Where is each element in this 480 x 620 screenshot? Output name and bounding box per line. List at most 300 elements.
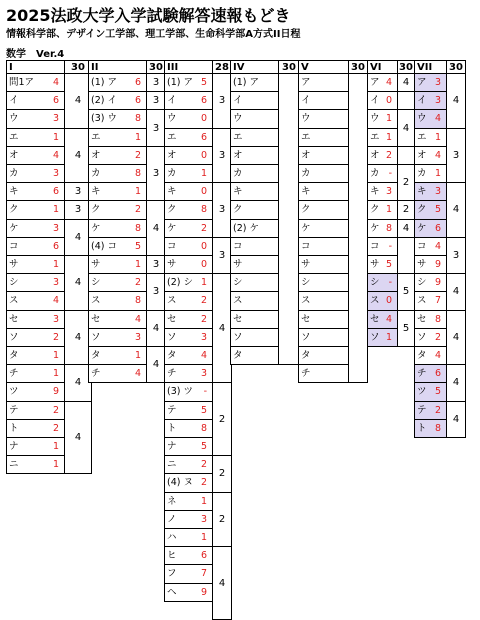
section-total: 30 [348,60,368,74]
answer-row [367,310,398,329]
question-label: シ [370,277,380,289]
question-label: セ [417,313,427,325]
answer-value: 3 [200,368,207,380]
answer-row [414,346,447,365]
section-total: 30 [278,60,300,74]
answer-row [298,328,349,347]
points-cell: 4 [146,346,166,383]
answer-value: 1 [52,350,59,361]
question-label: ケ [167,222,177,234]
question-label: セ [9,313,19,325]
question-label: サ [91,259,101,270]
answer-row [230,128,279,147]
answer-value: 5 [200,77,207,88]
question-label: (1) ア [91,77,117,88]
answer-row [6,455,65,474]
answer-value: 1 [52,259,59,270]
points-cell: 3 [446,237,466,274]
answer-value: 6 [52,240,59,252]
answer-value: 0 [385,295,392,307]
answer-value: 3 [52,168,59,179]
answer-row [414,128,447,147]
answer-row [414,219,447,238]
answer-row [6,73,65,92]
version-label: 数学 Ver.4 [6,49,65,60]
answer-row [6,364,65,383]
answer-row [367,128,398,147]
answer-value: 1 [134,350,141,361]
answer-value: - [388,240,392,252]
question-label: ス [301,295,311,307]
question-label: ア [301,77,311,88]
answer-row [164,310,213,329]
answer-row [88,310,147,329]
question-label: オ [167,149,177,161]
answer-row [88,164,147,183]
question-label: タ [167,350,177,361]
answer-value: 7 [434,295,441,307]
points-cell: 4 [64,364,92,401]
answer-row [6,164,65,183]
answer-row [164,146,213,165]
question-label: シ [417,277,427,289]
answer-value: 2 [200,295,207,307]
answer-row [230,146,279,165]
answer-row [230,164,279,183]
answer-value: 8 [134,168,141,179]
answer-row [6,291,65,310]
section-header: V [298,60,349,74]
question-label: キ [9,186,19,198]
answer-value: 8 [134,222,141,234]
question-label: シ [233,277,243,289]
question-label: ト [9,422,19,434]
question-label: セ [233,313,243,325]
question-label: ヘ [167,586,177,598]
question-label: (1) ア [233,77,259,88]
answer-row [88,273,147,292]
question-label: カ [370,168,380,179]
answer-row [414,419,447,438]
question-label: ツ [417,386,427,398]
answer-row [6,255,65,274]
answer-row [298,346,349,365]
question-label: 問1ア [9,77,35,88]
answer-value: 4 [200,350,207,361]
answer-row [6,128,65,147]
answer-value: 8 [200,422,207,434]
answer-value: 6 [52,186,59,198]
answer-value: 9 [434,277,441,289]
answer-value: - [203,386,207,398]
question-label: ス [233,295,243,307]
question-label: ソ [301,331,311,343]
answer-row [88,182,147,201]
question-label: タ [233,350,243,361]
question-label: ト [417,422,427,434]
answer-row [88,73,147,92]
question-label: キ [417,186,427,198]
question-label: エ [233,131,243,143]
answer-value: 4 [434,113,441,125]
question-label: ヒ [167,550,177,562]
answer-value: 1 [200,277,207,289]
question-label: フ [167,568,177,580]
answer-row [164,473,213,492]
points-cell: 3 [146,109,166,146]
points-cell: 4 [64,310,92,366]
answer-value: 4 [434,149,441,161]
question-label: オ [370,149,380,161]
points-cell: 4 [446,73,466,129]
answer-row [298,182,349,201]
question-label: カ [233,168,243,179]
question-label: サ [233,259,243,270]
question-label: (3) ツ [167,386,193,398]
answer-row [230,109,279,128]
question-label: カ [301,168,311,179]
answer-row [414,328,447,347]
question-label: コ [9,240,19,252]
answer-value: 1 [52,459,59,471]
points-cell: 3 [146,273,166,310]
question-label: サ [417,259,427,270]
answer-value: 2 [434,404,441,416]
answer-value: 8 [434,422,441,434]
answer-row [164,437,213,456]
points-cell: 2 [212,382,232,456]
points-cell: 4 [446,182,466,238]
answer-row [367,291,398,310]
question-label: ソ [370,331,380,343]
question-label: エ [9,131,19,143]
answer-row [367,255,398,274]
points-cell: 3 [212,237,232,274]
points-cell: 4 [64,73,92,129]
answer-row [298,109,349,128]
answer-row [414,237,447,256]
question-label: サ [9,259,19,270]
answer-row [298,237,349,256]
page-subtitle: 情報科学部、デザイン工学部、理工学部、生命科学部A方式II日程 [6,29,301,40]
answer-row [164,200,213,219]
question-label: キ [370,186,380,198]
section-total: 30 [64,60,92,74]
answer-row [164,255,213,274]
answer-row [88,291,147,310]
points-cell: 5 [397,273,415,310]
answer-value: 2 [200,459,207,471]
question-label: タ [417,350,427,361]
answer-row [88,328,147,347]
points-cell: 3 [64,200,92,219]
answer-row [6,310,65,329]
section-header: IV [230,60,279,74]
question-label: ケ [9,222,19,234]
answer-row [414,182,447,201]
points-cell: 4 [64,255,92,311]
section-header: VI [367,60,398,74]
answer-value: 3 [434,95,441,107]
question-label: チ [301,368,311,380]
question-label: セ [91,313,101,325]
points-cell: 3 [146,255,166,274]
answer-value: 2 [134,149,141,161]
question-label: チ [417,368,427,380]
question-label: ソ [417,331,427,343]
question-label: オ [233,149,243,161]
answer-row [230,346,279,365]
answer-row [367,182,398,201]
answer-value: 9 [52,386,59,398]
answer-value: 6 [434,222,441,234]
section-total: 30 [146,60,166,74]
answer-value: 1 [434,131,441,143]
question-label: (1) ア [167,77,193,88]
question-label: エ [167,131,177,143]
answer-value: 5 [385,259,392,270]
question-label: コ [167,240,177,252]
answer-value: 3 [52,222,59,234]
answer-value: 6 [434,368,441,380]
answer-row [164,73,213,92]
question-label: シ [91,277,101,289]
answer-row [6,328,65,347]
answer-row [414,200,447,219]
section-header: VII [414,60,447,74]
answer-row [6,109,65,128]
answer-row [230,291,279,310]
question-label: (3) ウ [91,113,117,125]
answer-value: 0 [385,95,392,107]
answer-value: 8 [134,113,141,125]
answer-value: 2 [52,331,59,343]
question-label: ト [167,422,177,434]
answer-value: 0 [200,240,207,252]
points-cell: 2 [212,492,232,548]
answer-row [164,182,213,201]
answer-row [164,455,213,474]
answer-row [6,219,65,238]
question-label: イ [301,95,311,107]
points-cell: 4 [397,219,415,238]
section-header: II [88,60,147,74]
points-cell [397,237,415,274]
points-cell: 4 [212,546,232,620]
answer-value: 8 [200,204,207,216]
question-label: ウ [9,113,19,125]
answer-row [6,146,65,165]
answer-row [164,510,213,529]
answer-value: 1 [385,204,392,216]
answer-row [164,546,213,565]
answer-row [164,419,213,438]
answer-row [367,273,398,292]
question-label: サ [370,259,380,270]
answer-row [298,310,349,329]
answer-row [164,564,213,583]
answer-value: 3 [52,113,59,125]
answer-row [88,91,147,110]
answer-row [367,200,398,219]
question-label: ク [9,204,19,216]
answer-row [414,310,447,329]
answer-row [164,492,213,511]
question-label: ツ [9,386,19,398]
answer-value: 3 [200,331,207,343]
answer-row [164,583,213,602]
question-label: タ [91,350,101,361]
points-cell: 4 [146,200,166,256]
question-label: イ [417,95,427,107]
question-label: ソ [167,331,177,343]
answer-row [414,273,447,292]
answer-row [6,237,65,256]
question-label: イ [9,95,19,107]
question-label: ハ [167,532,177,543]
question-label: ク [417,204,427,216]
answer-value: 1 [200,495,207,507]
points-cell: 2 [397,164,415,201]
question-label: エ [301,131,311,143]
answer-value: 6 [200,95,207,107]
points-cell [397,91,415,110]
answer-row [164,364,213,383]
answer-row [230,200,279,219]
answer-value: 3 [434,77,441,88]
answer-row [230,73,279,92]
answer-row [230,182,279,201]
answer-row [414,401,447,420]
answer-value: 4 [385,77,392,88]
answer-row [164,328,213,347]
answer-value: - [388,277,392,289]
answer-value: 4 [52,149,59,161]
answer-value: 1 [200,168,207,179]
answer-row [367,91,398,110]
points-cell: 4 [397,73,415,92]
question-label: シ [301,277,311,289]
answer-row [164,109,213,128]
answer-row [367,219,398,238]
section-header: III [164,60,213,74]
points-cell: 4 [446,310,466,366]
answer-row [414,91,447,110]
answer-row [367,146,398,165]
answer-value: 0 [200,113,207,125]
question-label: ス [9,295,19,307]
points-cell: 5 [397,310,415,347]
points-cell: 3 [146,73,166,92]
points-cell: 4 [146,310,166,347]
answer-value: 4 [52,295,59,307]
question-label: ア [370,77,380,88]
answer-value: 8 [385,222,392,234]
answer-row [298,273,349,292]
points-cell: 3 [212,128,232,184]
answer-row [230,273,279,292]
question-label: タ [9,350,19,361]
answer-value: 3 [52,277,59,289]
answer-value: 2 [134,204,141,216]
answer-value: 1 [52,441,59,452]
question-label: サ [301,259,311,270]
answer-value: 4 [134,313,141,325]
question-label: ケ [370,222,380,234]
answer-row [6,200,65,219]
question-label: ウ [233,113,243,125]
answer-row [230,310,279,329]
answer-row [414,109,447,128]
points-cell: 4 [397,109,415,146]
section-header: I [6,60,65,74]
answer-value: 4 [434,240,441,252]
question-label: ス [91,295,101,307]
question-label: キ [167,186,177,198]
question-label: ス [417,295,427,307]
answer-row [88,109,147,128]
answer-value: 0 [200,259,207,270]
question-label: オ [9,149,19,161]
question-label: エ [417,131,427,143]
question-label: カ [167,168,177,179]
points-cell: 3 [146,91,166,110]
answer-value: 2 [200,313,207,325]
question-label: シ [9,277,19,289]
answer-row [88,255,147,274]
answer-value: 1 [200,532,207,543]
answer-row [298,255,349,274]
points-cell: 3 [64,182,92,201]
answer-value: 8 [434,313,441,325]
answer-value: 4 [52,77,59,88]
question-label: (2) ケ [233,222,259,234]
answer-value: 5 [200,404,207,416]
answer-row [414,364,447,383]
section-total: 30 [446,60,466,74]
answer-value: 2 [434,331,441,343]
points-cell: 4 [64,219,92,256]
points-cell: 4 [64,128,92,184]
answer-value: 3 [200,513,207,525]
question-label: (4) コ [91,240,117,252]
question-label: エ [370,131,380,143]
question-label: キ [301,186,311,198]
answer-row [6,437,65,456]
answer-row [414,291,447,310]
question-label: ナ [167,441,177,452]
answer-row [367,164,398,183]
answer-row [6,91,65,110]
points-cell: 4 [64,401,92,475]
question-label: カ [91,168,101,179]
answer-row [230,219,279,238]
answer-row [298,200,349,219]
answer-row [230,328,279,347]
question-label: ス [370,295,380,307]
answer-row [230,255,279,274]
answer-value: 6 [52,95,59,107]
question-label: タ [301,350,311,361]
question-label: カ [417,168,427,179]
answer-value: 3 [52,313,59,325]
points-cell [278,73,300,365]
question-label: ク [233,204,243,216]
answer-row [6,273,65,292]
answer-value: 5 [200,441,207,452]
question-label: コ [370,240,380,252]
answer-value: 1 [434,168,441,179]
